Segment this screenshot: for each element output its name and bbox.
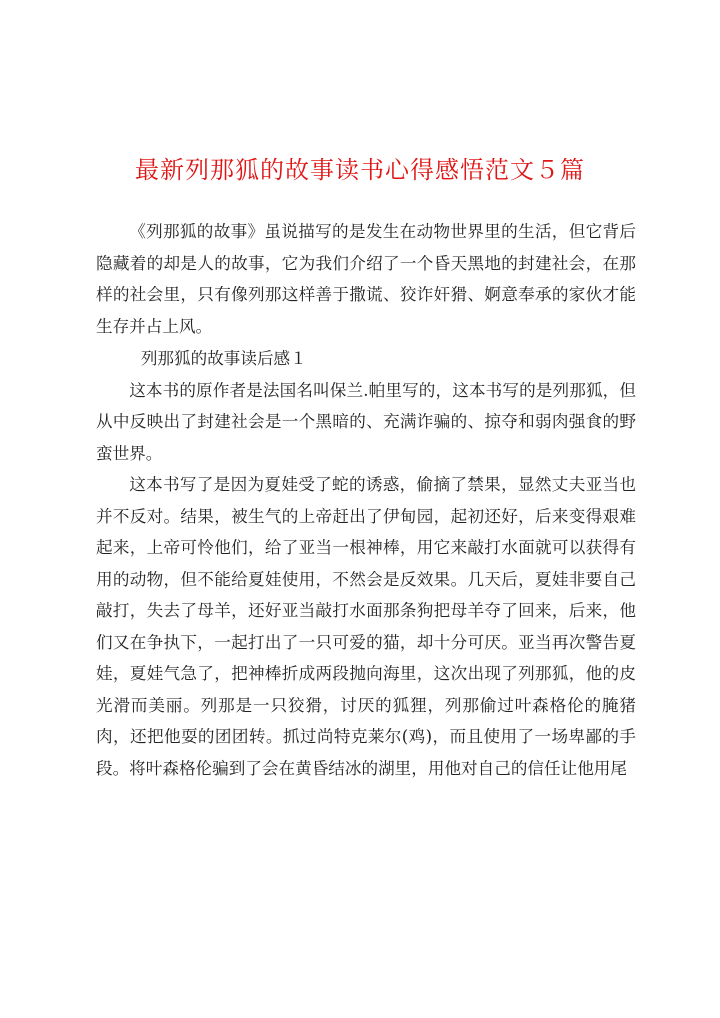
body-paragraph-1: 这本书的原作者是法国名叫保兰.帕里写的，这本书写的是列那狐，但从中反映出了封建社会是一个黑暗的、充满诈骗的、掠夺和弱肉强食的野蛮世界。 (96, 380, 636, 463)
document-title: 最新列那狐的故事读书心得感悟范文５篇 (135, 156, 585, 184)
intro-paragraph: 《列那狐的故事》虽说描写的是发生在动物世界里的生活，但它背后隐藏着的却是人的故事，它为我们介绍了一个昏天黑地的封建社会，在那样的社会里，只有像列那这样善于撒谎、狡诈奸猾、婀意奉承的家伙才能生存并占上风。 (96, 222, 636, 336)
document-body (96, 216, 636, 784)
body-paragraph-2: 这本书写了是因为夏娃受了蛇的诱惑，偷摘了禁果，显然丈夫亚当也并不反对。结果，被生气的上帝赶出了伊甸园，起初还好，后来变得艰难起来，上帝可怜他们，给了亚当一根神棒，用它来敲打水面就可以获得有用的动物，但不能给夏娃使用，不然会是反效果。几天后，夏娃非要自己敲打，失去了母羊，还好亚当敲打水面那条狗把母羊夺了回来，后来，他们又在争执下，一起打出了一只可爱的猫，却十分可厌。亚当再次警告夏娃，夏娃气急了，把神棒折成两段抛向海里，这次出现了列那狐，他的皮光滑而美丽。列那是一只狡猾，讨厌的狐狸，列那偷过叶森格伦的腌猪肉，还把他耍的团团转。抓过尚特克莱尔(鸡)，而且使用了一场卑鄙的手段。将叶森格伦骗到了会在黄昏结冰的湖里，用他对自己的信任让他用尾 (96, 475, 636, 778)
section-heading: 列那狐的故事读后感１ (140, 349, 307, 368)
